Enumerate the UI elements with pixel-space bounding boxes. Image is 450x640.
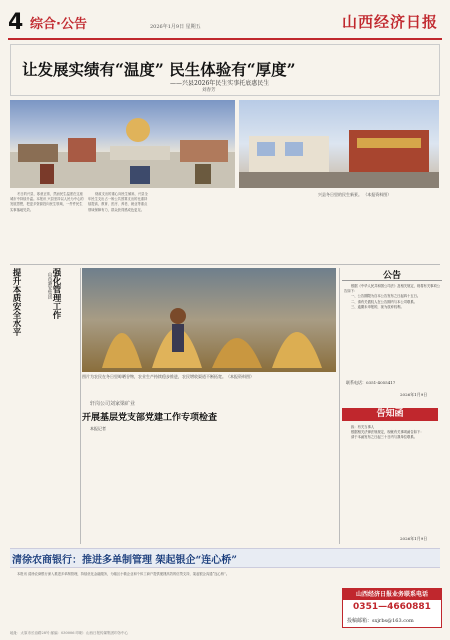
lead-bottom-rule xyxy=(10,264,440,265)
mid-story-kicker: 轩岗公司刘家梁矿业 xyxy=(90,401,136,407)
lead-body-mid xyxy=(88,192,150,262)
ad-title: 山西经济日报业务联系电话 xyxy=(343,589,441,600)
lead-body-mid-text: 财政支出的重心向民生倾斜，兴县全年民生支出占一般公共预算支出的比重持续提高，教育、医疗、养老、就业等重点领域保障有力，群众获得感成色更足。 xyxy=(88,192,148,212)
gaozhi-body xyxy=(344,425,440,529)
bottom-story-text: 本报讯 清徐农商银行深入推进多单制管理，持续优化金融服务，为辖区小微企业和个体工商户提供便捷高效的信贷支持，架起银企沟通“连心桥”。 xyxy=(17,572,230,576)
gaozhi-title: 告知函 xyxy=(342,408,438,421)
lead-photo-scene xyxy=(10,100,235,188)
left-story-headline-line-2: 提升本质安全水平 xyxy=(11,268,21,336)
bottom-story-body xyxy=(10,572,336,628)
gaozhi-line-3: 请于本函发布之日起三十日内与我单位联系。 xyxy=(351,435,417,440)
lead-photo-small-scene xyxy=(239,100,439,188)
notice-line-2: 一、公告期限为自本公告发布之日起四十五日。 xyxy=(351,294,421,299)
gaozhi-line-1: 致：有关当事人 xyxy=(351,425,375,429)
ad-email: 投稿邮箱：sxjrbs@163.com xyxy=(347,618,414,624)
left-story-org: 山西潞安集团 xyxy=(47,272,52,299)
notice-line-3: 二、请有关债权人在公告期内与本公司联系。 xyxy=(351,299,417,304)
lead-body-left xyxy=(10,192,84,262)
footer-info: 地址：太原市长治路28号 邮编：030006 印刷：山西日报传媒集团印务中心 xyxy=(10,631,129,635)
column-rule-1 xyxy=(80,268,81,544)
lead-byline: 刘春芳 xyxy=(202,88,216,93)
page-number: 4 xyxy=(8,10,24,35)
issue-date: 2026年1月9日 星期五 xyxy=(150,24,201,30)
left-story-headline-line-1: 强化管理工作 xyxy=(51,268,61,319)
contact-ad xyxy=(342,588,442,628)
lead-photo xyxy=(10,100,235,188)
notice-body xyxy=(344,284,440,376)
mid-story-byline: 本报记者 xyxy=(90,426,106,431)
left-story-headline xyxy=(22,268,62,418)
mid-story-headline: 开展基层党支部党建工作专项检查 xyxy=(82,413,218,423)
paper-name: 山西经济日报 xyxy=(341,13,438,31)
grain-photo-caption: 图片为农民在冬日里晾晒谷物，农业生产持续稳步推进，农民增收渠道不断拓宽。（本报资料图） xyxy=(82,374,254,379)
masthead-rule xyxy=(8,38,442,40)
lead-body-left-text: 冬日的兴县，寒意正浓，然而民生温度在这座城市中持续升温。本报讯 兴县坚持以人民为中心的发展思想，把更多资源投向民生领域，一件件民生实事落地见效。 xyxy=(10,192,84,212)
ad-phone: 0351—4660881 xyxy=(353,602,431,612)
gaozhi-line-2: 根据相关法律法规规定，现就有关事项函告如下： xyxy=(351,430,424,435)
notice-date: 2026年1月9日 xyxy=(400,392,428,397)
gaozhi-date: 2026年1月9日 xyxy=(400,536,428,541)
notice-line-1: 根据《中华人民共和国公司法》及相关规定，现将有关事项公告如下： xyxy=(344,284,440,294)
lead-subtitle: ——兴县2026年民生实事托底惠民生 xyxy=(170,80,270,87)
grain-photo xyxy=(82,268,336,372)
section-name: 综合·公告 xyxy=(30,17,87,32)
lead-photo-small xyxy=(239,100,439,188)
notice-contact: 联系电话：0351-4055417 xyxy=(346,380,396,385)
column-rule-2 xyxy=(339,268,340,544)
notice-title: 公告 xyxy=(342,268,442,281)
lead-headline: 让发展实绩有“温度” 民生体验有“厚度” xyxy=(22,60,296,79)
left-story-headline-2 xyxy=(10,268,22,418)
grain-photo-scene xyxy=(82,268,336,372)
bottom-story-headline: 清徐农商银行：推进多单制管理 架起银企“连心桥” xyxy=(12,555,237,566)
lead-photo-caption: 兴县冬日里的民生新景。 （本报资料图） xyxy=(318,192,392,197)
masthead xyxy=(0,0,450,42)
notice-line-4: 三、逾期未申报的，视为放弃权利。 xyxy=(351,304,404,309)
